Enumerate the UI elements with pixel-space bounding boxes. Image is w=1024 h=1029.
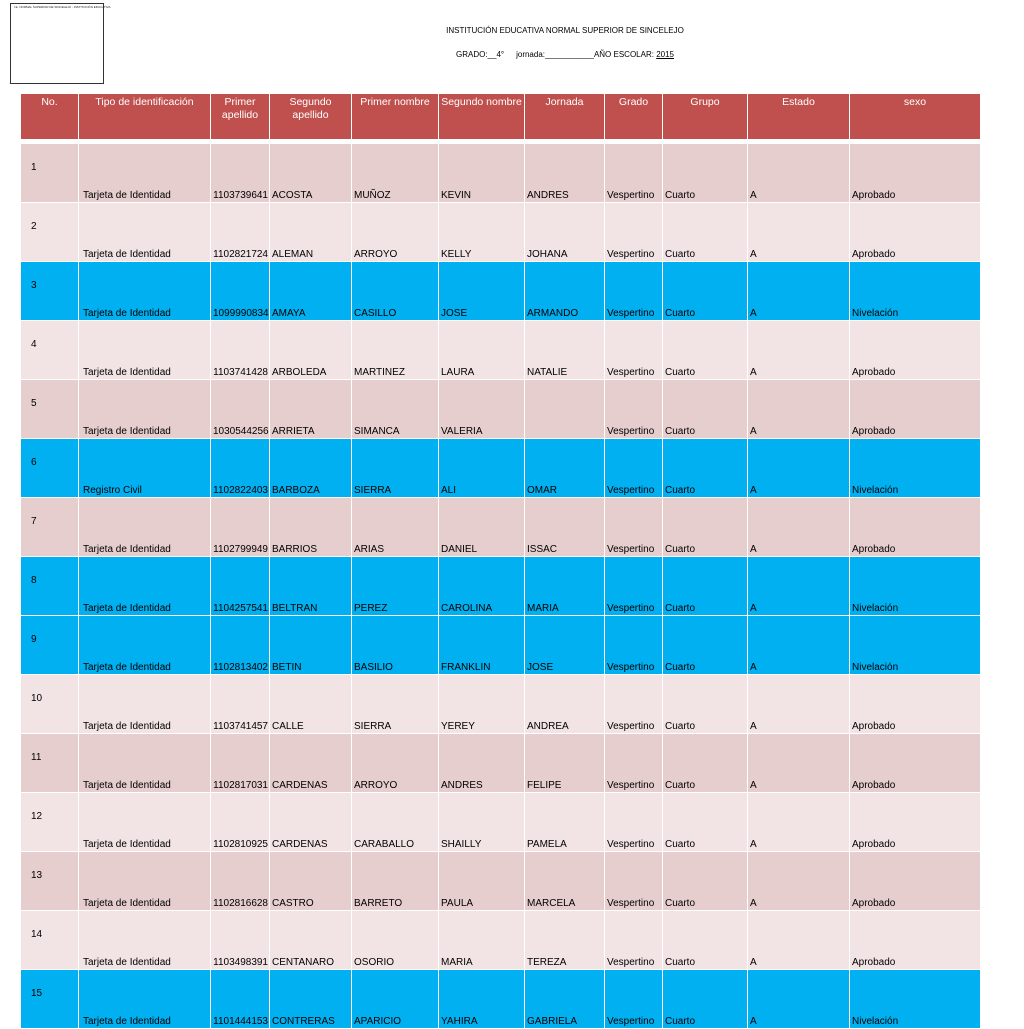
cell-grado: Cuarto (663, 911, 748, 970)
cell-grupo: A (748, 203, 850, 262)
cell-segundo-nombre: MARCELA (525, 852, 605, 911)
cell-jornada: Vespertino (605, 144, 663, 203)
cell-grupo: A (748, 144, 850, 203)
cell-tipo-identificacion: Tarjeta de Identidad (79, 852, 211, 911)
col-header-segundo-apellido: Segundo apellido (270, 94, 352, 140)
cell-grado: Cuarto (663, 203, 748, 262)
cell-documento: 1102810925 (211, 793, 270, 852)
cell-primer-nombre: DANIEL (439, 498, 525, 557)
cell-grupo: A (748, 262, 850, 321)
cell-estado: Nivelación (850, 262, 981, 321)
table-row (21, 144, 981, 203)
school-year: 2015 (656, 50, 674, 59)
cell-primer-apellido: BARRIOS (270, 498, 352, 557)
cell-documento: 1099990834 (211, 262, 270, 321)
col-header-sexo: sexo (850, 94, 981, 140)
cell-grupo: A (748, 616, 850, 675)
cell-segundo-nombre: PAMELA (525, 793, 605, 852)
cell-jornada: Vespertino (605, 911, 663, 970)
cell-segundo-nombre: ANDREA (525, 675, 605, 734)
cell-no: 9 (21, 616, 79, 675)
cell-no: 15 (21, 970, 79, 1029)
col-header-estado: Estado (748, 94, 850, 140)
cell-jornada: Vespertino (605, 321, 663, 380)
cell-primer-apellido: BARBOZA (270, 439, 352, 498)
cell-grado: Cuarto (663, 793, 748, 852)
cell-tipo-identificacion: Tarjeta de Identidad (79, 498, 211, 557)
cell-documento: 1102816628 (211, 852, 270, 911)
cell-segundo-apellido: ARIAS (352, 498, 439, 557)
cell-estado: Aprobado (850, 380, 981, 439)
cell-documento: 1103741428 (211, 321, 270, 380)
cell-grado: Cuarto (663, 734, 748, 793)
cell-documento: 1030544256 (211, 380, 270, 439)
cell-estado: Aprobado (850, 675, 981, 734)
cell-documento: 1101444153 (211, 970, 270, 1029)
table-row (21, 852, 981, 911)
col-header-segundo-nombre: Segundo nombre (439, 94, 525, 140)
cell-tipo-identificacion: Tarjeta de Identidad (79, 380, 211, 439)
cell-tipo-identificacion: Tarjeta de Identidad (79, 616, 211, 675)
cell-no: 1 (21, 144, 79, 203)
cell-estado: Nivelación (850, 557, 981, 616)
table-row (21, 616, 981, 675)
cell-no: 14 (21, 911, 79, 970)
cell-segundo-apellido: PEREZ (352, 557, 439, 616)
cell-segundo-apellido: ARROYO (352, 203, 439, 262)
cell-primer-nombre: VALERIA (439, 380, 525, 439)
cell-documento: 1102799949 (211, 498, 270, 557)
cell-grado: Cuarto (663, 144, 748, 203)
cell-jornada: Vespertino (605, 557, 663, 616)
cell-estado: Aprobado (850, 734, 981, 793)
cell-grupo: A (748, 498, 850, 557)
cell-primer-nombre: YAHIRA (439, 970, 525, 1029)
cell-segundo-apellido: CASILLO (352, 262, 439, 321)
cell-grado: Cuarto (663, 321, 748, 380)
cell-segundo-apellido: APARICIO (352, 970, 439, 1029)
col-header-grupo: Grupo (663, 94, 748, 140)
cell-estado: Aprobado (850, 498, 981, 557)
table-header-row (21, 94, 981, 140)
cell-segundo-apellido: BARRETO (352, 852, 439, 911)
cell-primer-apellido: CASTRO (270, 852, 352, 911)
cell-estado: Nivelación (850, 616, 981, 675)
cell-estado: Nivelación (850, 970, 981, 1029)
cell-documento: 1102813402 (211, 616, 270, 675)
cell-jornada: Vespertino (605, 734, 663, 793)
institution-logo (10, 3, 111, 84)
cell-documento: 1103741457 (211, 675, 270, 734)
cell-primer-nombre: SHAILLY (439, 793, 525, 852)
cell-primer-apellido: BETIN (270, 616, 352, 675)
cell-estado: Aprobado (850, 203, 981, 262)
logo-text: I.E. NORMAL SUPERIOR DE SINCELEJO - INSTITUCIÓN EDUCATIVA (14, 5, 111, 9)
cell-primer-nombre: LAURA (439, 321, 525, 380)
cell-segundo-nombre: JOSE (525, 616, 605, 675)
cell-jornada: Vespertino (605, 675, 663, 734)
cell-primer-apellido: ARBOLEDA (270, 321, 352, 380)
cell-no: 7 (21, 498, 79, 557)
cell-segundo-apellido: SIERRA (352, 439, 439, 498)
cell-segundo-apellido: BASILIO (352, 616, 439, 675)
cell-segundo-apellido: CARABALLO (352, 793, 439, 852)
cell-primer-apellido: ARRIETA (270, 380, 352, 439)
cell-grupo: A (748, 321, 850, 380)
cell-segundo-apellido: SIMANCA (352, 380, 439, 439)
cell-segundo-nombre: OMAR (525, 439, 605, 498)
cell-tipo-identificacion: Tarjeta de Identidad (79, 262, 211, 321)
cell-grado: Cuarto (663, 498, 748, 557)
cell-grupo: A (748, 734, 850, 793)
table-row (21, 380, 981, 439)
students-table (20, 93, 981, 1029)
cell-grado: Cuarto (663, 616, 748, 675)
cell-documento: 1103498391 (211, 911, 270, 970)
cell-primer-nombre: KEVIN (439, 144, 525, 203)
cell-estado: Aprobado (850, 321, 981, 380)
col-header-grado: Grado (605, 94, 663, 140)
cell-segundo-apellido: ARROYO (352, 734, 439, 793)
cell-tipo-identificacion: Tarjeta de Identidad (79, 675, 211, 734)
cell-grupo: A (748, 439, 850, 498)
cell-grado: Cuarto (663, 380, 748, 439)
cell-tipo-identificacion: Tarjeta de Identidad (79, 557, 211, 616)
cell-primer-apellido: CENTANARO (270, 911, 352, 970)
cell-segundo-nombre: ANDRES (525, 144, 605, 203)
cell-primer-nombre: ALI (439, 439, 525, 498)
cell-no: 13 (21, 852, 79, 911)
cell-primer-nombre: YEREY (439, 675, 525, 734)
cell-no: 4 (21, 321, 79, 380)
cell-primer-nombre: CAROLINA (439, 557, 525, 616)
cell-grado: Cuarto (663, 852, 748, 911)
col-header-tipo: Tipo de identificación (79, 94, 211, 140)
table-row (21, 734, 981, 793)
table-row (21, 793, 981, 852)
cell-grado: Cuarto (663, 675, 748, 734)
cell-no: 12 (21, 793, 79, 852)
cell-grupo: A (748, 911, 850, 970)
document-title: INSTITUCIÓN EDUCATIVA NORMAL SUPERIOR DE SINCELEJO (446, 26, 684, 35)
cell-grupo: A (748, 380, 850, 439)
cell-segundo-nombre: JOHANA (525, 203, 605, 262)
cell-documento: 1102822403 (211, 439, 270, 498)
cell-grado: Cuarto (663, 439, 748, 498)
cell-tipo-identificacion: Tarjeta de Identidad (79, 970, 211, 1029)
col-header-primer-apellido: Primer apellido (211, 94, 270, 140)
cell-primer-apellido: CONTRERAS (270, 970, 352, 1029)
cell-jornada: Vespertino (605, 262, 663, 321)
table-row (21, 203, 981, 262)
cell-primer-nombre: PAULA (439, 852, 525, 911)
cell-no: 11 (21, 734, 79, 793)
table-row (21, 557, 981, 616)
cell-jornada: Vespertino (605, 380, 663, 439)
cell-primer-apellido: AMAYA (270, 262, 352, 321)
cell-estado: Aprobado (850, 793, 981, 852)
cell-no: 5 (21, 380, 79, 439)
cell-jornada: Vespertino (605, 203, 663, 262)
cell-segundo-nombre: NATALIE (525, 321, 605, 380)
cell-primer-apellido: CARDENAS (270, 793, 352, 852)
cell-segundo-apellido: MARTINEZ (352, 321, 439, 380)
cell-documento: 1102817031 (211, 734, 270, 793)
cell-jornada: Vespertino (605, 616, 663, 675)
cell-grupo: A (748, 970, 850, 1029)
jornada-label: jornada:___________AÑO ESCOLAR: (516, 50, 654, 59)
col-header-no: No. (21, 94, 79, 140)
cell-estado: Nivelación (850, 439, 981, 498)
cell-estado: Aprobado (850, 144, 981, 203)
cell-grado: Cuarto (663, 970, 748, 1029)
cell-tipo-identificacion: Tarjeta de Identidad (79, 793, 211, 852)
cell-primer-apellido: CALLE (270, 675, 352, 734)
cell-jornada: Vespertino (605, 852, 663, 911)
cell-jornada: Vespertino (605, 970, 663, 1029)
cell-grupo: A (748, 557, 850, 616)
table-row (21, 321, 981, 380)
cell-primer-nombre: FRANKLIN (439, 616, 525, 675)
table-row (21, 498, 981, 557)
cell-segundo-nombre: ISSAC (525, 498, 605, 557)
cell-primer-apellido: CARDENAS (270, 734, 352, 793)
cell-estado: Aprobado (850, 852, 981, 911)
cell-segundo-nombre: GABRIELA (525, 970, 605, 1029)
table-row (21, 675, 981, 734)
table-row (21, 439, 981, 498)
grado-label: GRADO:__4° (455, 50, 505, 59)
cell-primer-nombre: MARIA (439, 911, 525, 970)
col-header-jornada: Jornada (525, 94, 605, 140)
cell-tipo-identificacion: Tarjeta de Identidad (79, 321, 211, 380)
cell-tipo-identificacion: Registro Civil (79, 439, 211, 498)
cell-jornada: Vespertino (605, 793, 663, 852)
cell-estado: Aprobado (850, 911, 981, 970)
cell-primer-apellido: ALEMAN (270, 203, 352, 262)
cell-jornada: Vespertino (605, 498, 663, 557)
cell-segundo-apellido: MUÑOZ (352, 144, 439, 203)
cell-tipo-identificacion: Tarjeta de Identidad (79, 203, 211, 262)
cell-grupo: A (748, 793, 850, 852)
cell-jornada: Vespertino (605, 439, 663, 498)
cell-primer-nombre: JOSE (439, 262, 525, 321)
cell-primer-apellido: BELTRAN (270, 557, 352, 616)
cell-documento: 1104257541 (211, 557, 270, 616)
cell-tipo-identificacion: Tarjeta de Identidad (79, 734, 211, 793)
cell-primer-apellido: ACOSTA (270, 144, 352, 203)
cell-grado: Cuarto (663, 262, 748, 321)
cell-primer-nombre: ANDRES (439, 734, 525, 793)
cell-no: 8 (21, 557, 79, 616)
cell-segundo-apellido: OSORIO (352, 911, 439, 970)
cell-grado: Cuarto (663, 557, 748, 616)
col-header-primer-nombre: Primer nombre (352, 94, 439, 140)
cell-segundo-nombre: ARMANDO (525, 262, 605, 321)
cell-segundo-apellido: SIERRA (352, 675, 439, 734)
cell-segundo-nombre: TEREZA (525, 911, 605, 970)
table-row (21, 262, 981, 321)
document-subtitle (300, 50, 830, 59)
cell-no: 10 (21, 675, 79, 734)
table-row (21, 970, 981, 1029)
cell-primer-nombre: KELLY (439, 203, 525, 262)
table-row (21, 911, 981, 970)
cell-grupo: A (748, 675, 850, 734)
cell-documento: 1102821724 (211, 203, 270, 262)
cell-segundo-nombre: FELIPE (525, 734, 605, 793)
cell-documento: 1103739641 (211, 144, 270, 203)
cell-segundo-nombre (525, 380, 605, 439)
cell-no: 2 (21, 203, 79, 262)
cell-grupo: A (748, 852, 850, 911)
cell-segundo-nombre: MARIA (525, 557, 605, 616)
cell-tipo-identificacion: Tarjeta de Identidad (79, 911, 211, 970)
cell-no: 3 (21, 262, 79, 321)
cell-no: 6 (21, 439, 79, 498)
cell-tipo-identificacion: Tarjeta de Identidad (79, 144, 211, 203)
